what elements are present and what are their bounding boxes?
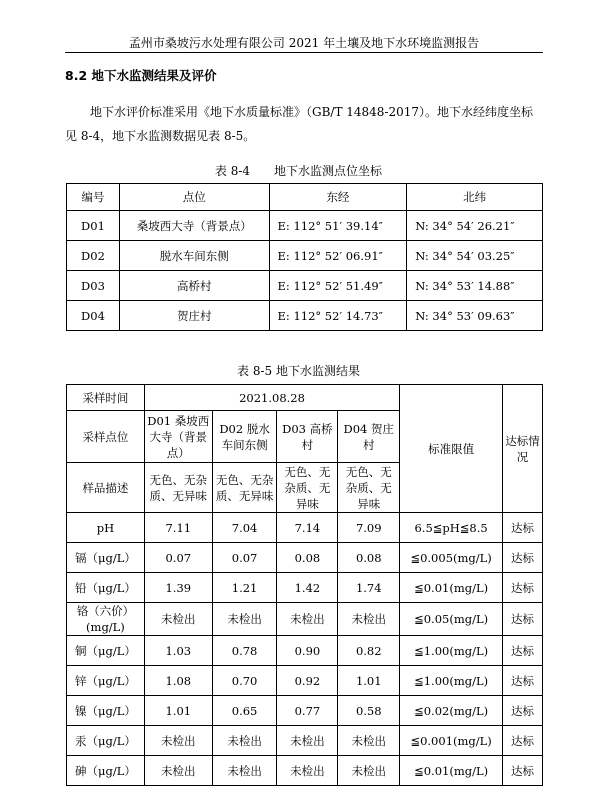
cell-value-d04: 未检出 <box>338 603 400 636</box>
cell-id: D02 <box>67 241 120 271</box>
cell-value-d01: 未检出 <box>144 603 212 636</box>
desc-d03: 无色、无杂质、无异味 <box>277 463 338 513</box>
cell-item: 汞（μg/L） <box>67 726 145 756</box>
cell-standard: ≦0.05(mg/L) <box>400 603 503 636</box>
cell-standard: ≦0.01(mg/L) <box>400 573 503 603</box>
cell-standard: ≦1.00(mg/L) <box>400 666 503 696</box>
cell-standard: ≦0.005(mg/L) <box>400 543 503 573</box>
cell-latitude: N: 34° 53′ 14.88″ <box>407 271 543 301</box>
cell-value-d03: 未检出 <box>277 756 338 786</box>
cell-value-d03: 0.92 <box>277 666 338 696</box>
cell-latitude: N: 34° 53′ 09.63″ <box>407 301 543 331</box>
desc-d02: 无色、无杂质、无异味 <box>212 463 277 513</box>
point-d02: D02 脱水车间东侧 <box>212 411 277 463</box>
cell-status: 达标 <box>503 696 543 726</box>
status-label: 达标情况 <box>503 385 543 513</box>
sample-time-label: 采样时间 <box>67 385 145 411</box>
cell-item: 镉（μg/L） <box>67 543 145 573</box>
desc-label: 样品描述 <box>67 463 145 513</box>
desc-d04: 无色、无杂质、无异味 <box>338 463 400 513</box>
cell-value-d04: 0.08 <box>338 543 400 573</box>
cell-status: 达标 <box>503 603 543 636</box>
cell-id: D04 <box>67 301 120 331</box>
cell-point: 脱水车间东侧 <box>119 241 269 271</box>
table-row <box>67 636 543 666</box>
table-row <box>67 211 543 241</box>
cell-standard: ≦0.02(mg/L) <box>400 696 503 726</box>
cell-status: 达标 <box>503 513 543 543</box>
cell-latitude: N: 34° 54′ 26.21″ <box>407 211 543 241</box>
cell-item: 镍（μg/L） <box>67 696 145 726</box>
cell-item: 铜（μg/L） <box>67 636 145 666</box>
header-divider <box>65 52 543 53</box>
table-row <box>67 756 543 786</box>
cell-value-d04: 1.74 <box>338 573 400 603</box>
coordinate-table <box>66 183 543 331</box>
cell-status: 达标 <box>503 636 543 666</box>
cell-value-d01: 未检出 <box>144 726 212 756</box>
table-row <box>67 666 543 696</box>
cell-status: 达标 <box>503 666 543 696</box>
cell-item: 铬（六价）(mg/L) <box>67 603 145 636</box>
cell-value-d01: 7.11 <box>144 513 212 543</box>
cell-value-d01: 1.39 <box>144 573 212 603</box>
point-d03: D03 高桥村 <box>277 411 338 463</box>
cell-status: 达标 <box>503 726 543 756</box>
cell-longitude: E: 112° 52′ 51.49″ <box>269 271 407 301</box>
table-row <box>67 241 543 271</box>
cell-value-d02: 0.78 <box>212 636 277 666</box>
cell-longitude: E: 112° 52′ 06.91″ <box>269 241 407 271</box>
cell-standard: ≦1.00(mg/L) <box>400 636 503 666</box>
cell-point: 贺庄村 <box>119 301 269 331</box>
col-header-latitude: 北纬 <box>407 184 543 211</box>
col-header-id: 编号 <box>67 184 120 211</box>
table2-caption: 表 8-5 地下水监测结果 <box>237 364 360 378</box>
cell-value-d04: 7.09 <box>338 513 400 543</box>
point-label: 采样点位 <box>67 411 145 463</box>
cell-value-d04: 1.01 <box>338 666 400 696</box>
sample-date: 2021.08.28 <box>144 385 399 411</box>
cell-longitude: E: 112° 52′ 14.73″ <box>269 301 407 331</box>
desc-d01: 无色、无杂质、无异味 <box>144 463 212 513</box>
standard-label: 标准限值 <box>400 385 503 513</box>
cell-latitude: N: 34° 54′ 03.25″ <box>407 241 543 271</box>
cell-value-d04: 未检出 <box>338 726 400 756</box>
table-row <box>67 573 543 603</box>
cell-item: 砷（μg/L） <box>67 756 145 786</box>
cell-value-d02: 0.65 <box>212 696 277 726</box>
cell-value-d01: 0.07 <box>144 543 212 573</box>
cell-value-d04: 0.58 <box>338 696 400 726</box>
point-d01: D01 桑坡西大寺（背景点） <box>144 411 212 463</box>
cell-value-d02: 0.70 <box>212 666 277 696</box>
cell-status: 达标 <box>503 756 543 786</box>
cell-id: D03 <box>67 271 120 301</box>
cell-item: 铅（μg/L） <box>67 573 145 603</box>
cell-item: 锌（μg/L） <box>67 666 145 696</box>
cell-value-d04: 0.82 <box>338 636 400 666</box>
cell-value-d02: 7.04 <box>212 513 277 543</box>
table-row <box>67 271 543 301</box>
cell-value-d03: 0.08 <box>277 543 338 573</box>
cell-point: 高桥村 <box>119 271 269 301</box>
cell-standard: 6.5≦pH≦8.5 <box>400 513 503 543</box>
col-header-longitude: 东经 <box>269 184 407 211</box>
cell-value-d02: 未检出 <box>212 726 277 756</box>
col-header-point: 点位 <box>119 184 269 211</box>
cell-status: 达标 <box>503 543 543 573</box>
cell-value-d03: 1.42 <box>277 573 338 603</box>
cell-point: 桑坡西大寺（背景点） <box>119 211 269 241</box>
cell-standard: ≦0.001(mg/L) <box>400 726 503 756</box>
cell-standard: ≦0.01(mg/L) <box>400 756 503 786</box>
cell-value-d03: 未检出 <box>277 726 338 756</box>
intro-paragraph: 地下水评价标准采用《地下水质量标准》（GB/T 14848-2017）。地下水经纬度坐标见 8-4，地下水监测数据见表 8-5。 <box>65 105 534 143</box>
section-title: 8.2 地下水监测结果及评价 <box>65 68 217 83</box>
cell-value-d04: 未检出 <box>338 756 400 786</box>
results-table <box>66 384 543 786</box>
table-row <box>67 726 543 756</box>
table-row <box>67 696 543 726</box>
cell-value-d02: 0.07 <box>212 543 277 573</box>
cell-value-d01: 1.08 <box>144 666 212 696</box>
cell-id: D01 <box>67 211 120 241</box>
cell-value-d01: 1.01 <box>144 696 212 726</box>
cell-status: 达标 <box>503 573 543 603</box>
cell-longitude: E: 112° 51′ 39.14″ <box>269 211 407 241</box>
cell-item: pH <box>67 513 145 543</box>
cell-value-d03: 7.14 <box>277 513 338 543</box>
cell-value-d02: 1.21 <box>212 573 277 603</box>
table1-caption: 表 8-4 地下水监测点位坐标 <box>214 164 383 178</box>
table-row <box>67 301 543 331</box>
cell-value-d01: 未检出 <box>144 756 212 786</box>
cell-value-d03: 0.90 <box>277 636 338 666</box>
cell-value-d02: 未检出 <box>212 756 277 786</box>
table-row <box>67 543 543 573</box>
cell-value-d03: 0.77 <box>277 696 338 726</box>
point-d04: D04 贺庄村 <box>338 411 400 463</box>
cell-value-d01: 1.03 <box>144 636 212 666</box>
page-header: 孟州市桑坡污水处理有限公司 2021 年土壤及地下水环境监测报告 <box>128 36 480 50</box>
table-row <box>67 603 543 636</box>
table-row <box>67 513 543 543</box>
cell-value-d03: 未检出 <box>277 603 338 636</box>
cell-value-d02: 未检出 <box>212 603 277 636</box>
